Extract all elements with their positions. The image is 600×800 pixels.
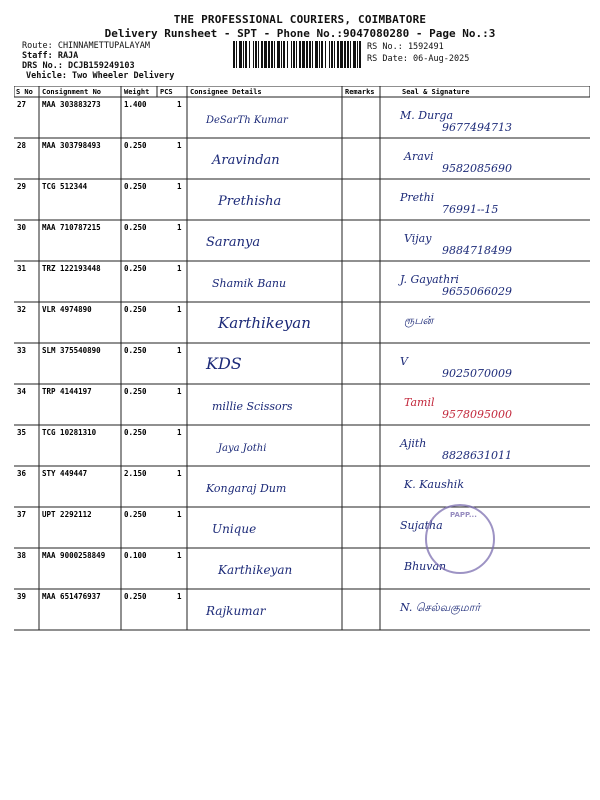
row-sno: 35 xyxy=(17,428,27,437)
consignee-handwritten: Saranya xyxy=(206,235,261,250)
barcode-bar xyxy=(245,41,247,68)
drs-number: DRS No.: DCJB159249103 xyxy=(22,61,135,71)
barcode-bar xyxy=(359,41,361,68)
row-consignment-no: MAA 303798493 xyxy=(42,141,101,150)
barcode-bar xyxy=(274,41,275,68)
row-consignment-no: MAA 9000258849 xyxy=(42,551,106,560)
company-title: THE PROFESSIONAL COURIERS, COIMBATORE xyxy=(173,13,427,26)
barcode-bar xyxy=(312,41,313,68)
barcode-bar xyxy=(268,41,270,68)
row-pcs: 1 xyxy=(177,592,182,601)
barcode-bar xyxy=(309,41,311,68)
signature-handwritten: Tamil xyxy=(404,396,435,409)
row-weight: 0.250 xyxy=(124,264,147,273)
row-consignment-no: TRP 4144197 xyxy=(42,387,92,396)
staff-label: Staff: RAJA xyxy=(22,51,79,61)
signature-phone: 9677494713 xyxy=(442,121,512,134)
barcode-bar xyxy=(306,41,308,68)
row-pcs: 1 xyxy=(177,223,182,232)
barcode-bar xyxy=(293,41,295,68)
signature-handwritten: J. Gayathri xyxy=(400,273,459,286)
barcode-bar xyxy=(357,41,358,68)
signature-handwritten: Vijay xyxy=(404,232,432,245)
signature-handwritten: V xyxy=(400,355,408,368)
row-sno: 29 xyxy=(17,182,27,191)
consignee-handwritten: Karthikeyan xyxy=(218,314,311,332)
row-weight: 0.250 xyxy=(124,510,147,519)
barcode-bar xyxy=(253,41,254,68)
consignee-handwritten: Prethisha xyxy=(218,194,282,209)
barcode-bar xyxy=(353,41,356,68)
row-sno: 38 xyxy=(17,551,27,560)
vehicle-label: Vehicle: Two Wheeler Delivery xyxy=(26,71,175,81)
barcode-bar xyxy=(277,41,280,68)
barcode-bar xyxy=(281,41,282,68)
consignee-handwritten: Rajkumar xyxy=(206,604,266,618)
row-pcs: 1 xyxy=(177,510,182,519)
barcode-bar xyxy=(271,41,273,68)
barcode-bar xyxy=(287,41,288,68)
route-label: Route: CHINNAMETTUPALAYAM xyxy=(22,41,150,51)
signature-phone: 9578095000 xyxy=(442,408,512,421)
row-sno: 39 xyxy=(17,592,27,601)
row-pcs: 1 xyxy=(177,428,182,437)
barcode-bar xyxy=(264,41,267,68)
barcode-bar xyxy=(249,41,250,68)
row-pcs: 1 xyxy=(177,141,182,150)
column-header: Seal & Signature xyxy=(402,88,470,96)
row-weight: 0.100 xyxy=(124,551,147,560)
row-consignment-no: MAA 303883273 xyxy=(42,100,101,109)
barcode-bar xyxy=(315,41,318,68)
row-pcs: 1 xyxy=(177,346,182,355)
row-pcs: 1 xyxy=(177,305,182,314)
row-pcs: 1 xyxy=(177,264,182,273)
row-sno: 33 xyxy=(17,346,27,355)
row-sno: 36 xyxy=(17,469,27,478)
consignee-handwritten: KDS xyxy=(206,354,242,373)
row-weight: 0.250 xyxy=(124,387,147,396)
barcode-bar xyxy=(243,41,244,68)
barcode-bar xyxy=(283,41,285,68)
row-sno: 37 xyxy=(17,510,27,519)
barcode-bar xyxy=(239,41,242,68)
row-sno: 27 xyxy=(17,100,27,109)
column-header: Remarks xyxy=(345,88,375,96)
row-consignment-no: MAA 651476937 xyxy=(42,592,101,601)
row-weight: 1.400 xyxy=(124,100,147,109)
signature-handwritten: M. Durga xyxy=(400,109,454,122)
barcode-bar xyxy=(350,41,351,68)
barcode-bar xyxy=(236,41,237,68)
row-consignment-no: TCG 512344 xyxy=(42,182,88,191)
row-sno: 30 xyxy=(17,223,27,232)
signature-phone: 9582085690 xyxy=(442,162,512,175)
barcode-bar xyxy=(296,41,297,68)
consignee-handwritten: Shamik Banu xyxy=(212,277,287,290)
row-weight: 0.250 xyxy=(124,305,147,314)
barcode-bar xyxy=(331,41,333,68)
barcode-bar xyxy=(329,41,330,68)
row-pcs: 1 xyxy=(177,387,182,396)
consignee-handwritten: DeSarTh Kumar xyxy=(206,115,288,126)
row-consignment-no: UPT 2292112 xyxy=(42,510,92,519)
signature-phone: 9025070009 xyxy=(442,367,512,380)
row-weight: 2.150 xyxy=(124,469,147,478)
row-consignment-no: STY 449447 xyxy=(42,469,88,478)
barcode-bar xyxy=(334,41,335,68)
row-consignment-no: TRZ 122193448 xyxy=(42,264,101,273)
column-header: PCS xyxy=(160,88,173,96)
row-consignment-no: SLM 375540890 xyxy=(42,346,101,355)
consignee-handwritten: Karthikeyan xyxy=(218,563,293,577)
row-consignment-no: VLR 4974890 xyxy=(42,305,92,314)
signature-phone: 8828631011 xyxy=(442,449,512,462)
barcode-bar xyxy=(347,41,349,68)
barcode-bar xyxy=(344,41,346,68)
runsheet-subtitle: Delivery Runsheet - SPT - Phone No.:9047080280 - Page No.:3 xyxy=(104,27,496,40)
column-header: Weight xyxy=(124,88,150,96)
row-pcs: 1 xyxy=(177,551,182,560)
runsheet-table xyxy=(14,86,590,631)
barcode-bar xyxy=(302,41,305,68)
row-pcs: 1 xyxy=(177,100,182,109)
rs-date: RS Date: 06-Aug-2025 xyxy=(367,54,470,64)
barcode-bar xyxy=(261,41,263,68)
barcode-bar xyxy=(319,41,320,68)
barcode-bar xyxy=(255,41,257,68)
signature-handwritten: Bhuvan xyxy=(404,560,447,573)
signature-handwritten: Prethi xyxy=(400,191,435,204)
column-header: Consignee Details xyxy=(190,88,262,96)
signature-phone: 76991--15 xyxy=(442,203,499,216)
signature-handwritten: K. Kaushik xyxy=(404,478,464,491)
stamp-text: PAPP... xyxy=(450,511,477,519)
consignee-handwritten: Kongaraj Dum xyxy=(206,482,287,495)
barcode-bar xyxy=(233,41,235,68)
barcode-bar xyxy=(340,41,343,68)
barcode-bar xyxy=(291,41,292,68)
row-pcs: 1 xyxy=(177,182,182,191)
column-header: S No xyxy=(16,88,33,96)
row-weight: 0.250 xyxy=(124,428,147,437)
barcode-bar xyxy=(337,41,339,68)
signature-handwritten: ரூபன் xyxy=(404,314,434,327)
consignee-handwritten: Aravindan xyxy=(212,153,280,168)
column-header: Consignment No xyxy=(42,88,102,96)
signature-handwritten: Sujatha xyxy=(400,519,443,532)
consignee-handwritten: Jaya Jothi xyxy=(218,443,267,454)
rs-number: RS No.: 1592491 xyxy=(367,42,444,52)
row-sno: 32 xyxy=(17,305,27,314)
consignee-handwritten: Unique xyxy=(212,522,257,536)
barcode-bar xyxy=(258,41,259,68)
barcode-bar xyxy=(325,41,326,68)
signature-handwritten: Ajith xyxy=(400,437,427,450)
consignee-handwritten: millie Scissors xyxy=(212,400,293,413)
barcode-bar xyxy=(299,41,301,68)
row-pcs: 1 xyxy=(177,469,182,478)
signature-handwritten: N. செல்வகுமார் xyxy=(400,601,481,614)
signature-phone: 9884718499 xyxy=(442,244,512,257)
signature-handwritten: Aravi xyxy=(404,150,434,163)
row-weight: 0.250 xyxy=(124,182,147,191)
row-weight: 0.250 xyxy=(124,223,147,232)
barcode-image xyxy=(233,41,361,68)
row-consignment-no: TCG 10281310 xyxy=(42,428,97,437)
row-weight: 0.250 xyxy=(124,592,147,601)
row-weight: 0.250 xyxy=(124,141,147,150)
row-sno: 34 xyxy=(17,387,27,396)
barcode-bar xyxy=(321,41,323,68)
row-sno: 31 xyxy=(17,264,27,273)
row-consignment-no: MAA 710787215 xyxy=(42,223,101,232)
signature-phone: 9655066029 xyxy=(442,285,512,298)
row-weight: 0.250 xyxy=(124,346,147,355)
row-sno: 28 xyxy=(17,141,27,150)
